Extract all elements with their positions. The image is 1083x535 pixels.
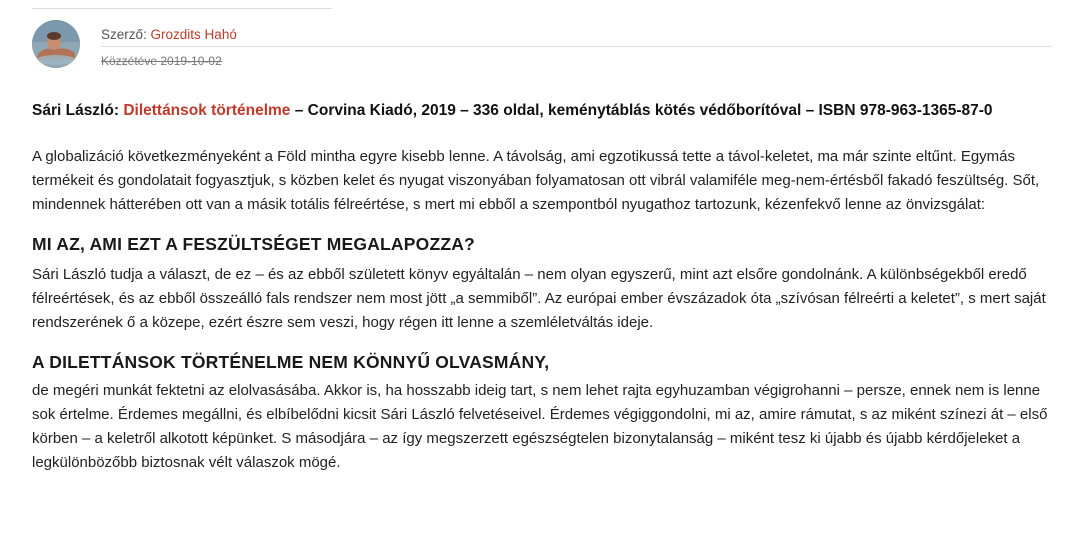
- author-line: [101, 27, 237, 42]
- avatar-photo-icon: [32, 20, 80, 68]
- meta-divider: [101, 46, 1052, 47]
- book-info: [32, 98, 1052, 124]
- top-divider: [32, 8, 332, 9]
- reading-paragraph: de megéri munkát fektetni az elolvasásába. Akkor is, ha hosszabb ideig tart, s nem lehet rajta egyhuzamban végigrohanni – persze, ennek nem is lenne sok értelme. Érdemes megállni, és elbíbelődni kicsit Sári László felvetéseivel. Érdemes végiggondolni, mi az, amire rámutat, s az miként színezi át – első körben – a keletről alkotott képünket. S másodjára – az így megszerzett egészségtelen bizonytalanság – miként tesz ki újabb és újabb kérdőjeleket a legkülönbözőbb biztosnak vélt válaszok mögé.: [32, 382, 1048, 471]
- author-name-link[interactable]: Grozdits Hahó: [150, 27, 237, 42]
- intro-paragraph: A globalizáció következményeként a Föld mintha egyre kisebb lenne. A távolság, ami egzotikussá tette a távol-keletet, ma már szinte eltűnt. Egymás termékeit és gondolatait fogyasztjuk, s közben kelet és nyugat viszonyában folyamatosan ott vibrál valamiféle meg-nem-értésből fakadó feszültség. Sőt, mindennek hátterében ott van a másik totális félreértése, s mert mi ebből a szempontból nyugathoz tartozunk, kézenfekvő lenne az önvizsgálat:: [32, 148, 1040, 213]
- book-author: Sári László:: [32, 102, 119, 119]
- author-label: Szerző:: [101, 27, 147, 42]
- avatar[interactable]: [32, 20, 80, 68]
- answer-paragraph: Sári László tudja a választ, de ez – és az ebből született könyv egyáltalán – nem olyan egyszerű, mint azt elsőre gondolnánk. A különbségekből eredő félreértések, és az ebből összeálló fals rendszer nem most jött „a semmiből”. Az európai ember évszázadok óta „szívósan félreérti a keletet”, s mert saját rendszerének ő a közepe, ezért észre sem veszi, hogy régen itt lenne a szemléletváltás ideje.: [32, 266, 1046, 331]
- section-heading-tension: MI AZ, AMI EZT A FESZÜLTSÉGET MEGALAPOZZA?: [32, 234, 475, 254]
- publish-date: Közzétéve 2019-10-02: [101, 54, 222, 68]
- article-body: [32, 98, 1052, 475]
- book-title-link[interactable]: Dilettánsok történelme: [123, 102, 291, 119]
- author-meta: [32, 20, 1052, 72]
- section-heading-reading: A DILETTÁNSOK TÖRTÉNELME NEM KÖNNYŰ OLVASMÁNY,: [32, 352, 550, 372]
- book-details: – Corvina Kiadó, 2019 – 336 oldal, keménytáblás kötés védőborítóval – ISBN 978-963-1365-87-0: [294, 102, 993, 119]
